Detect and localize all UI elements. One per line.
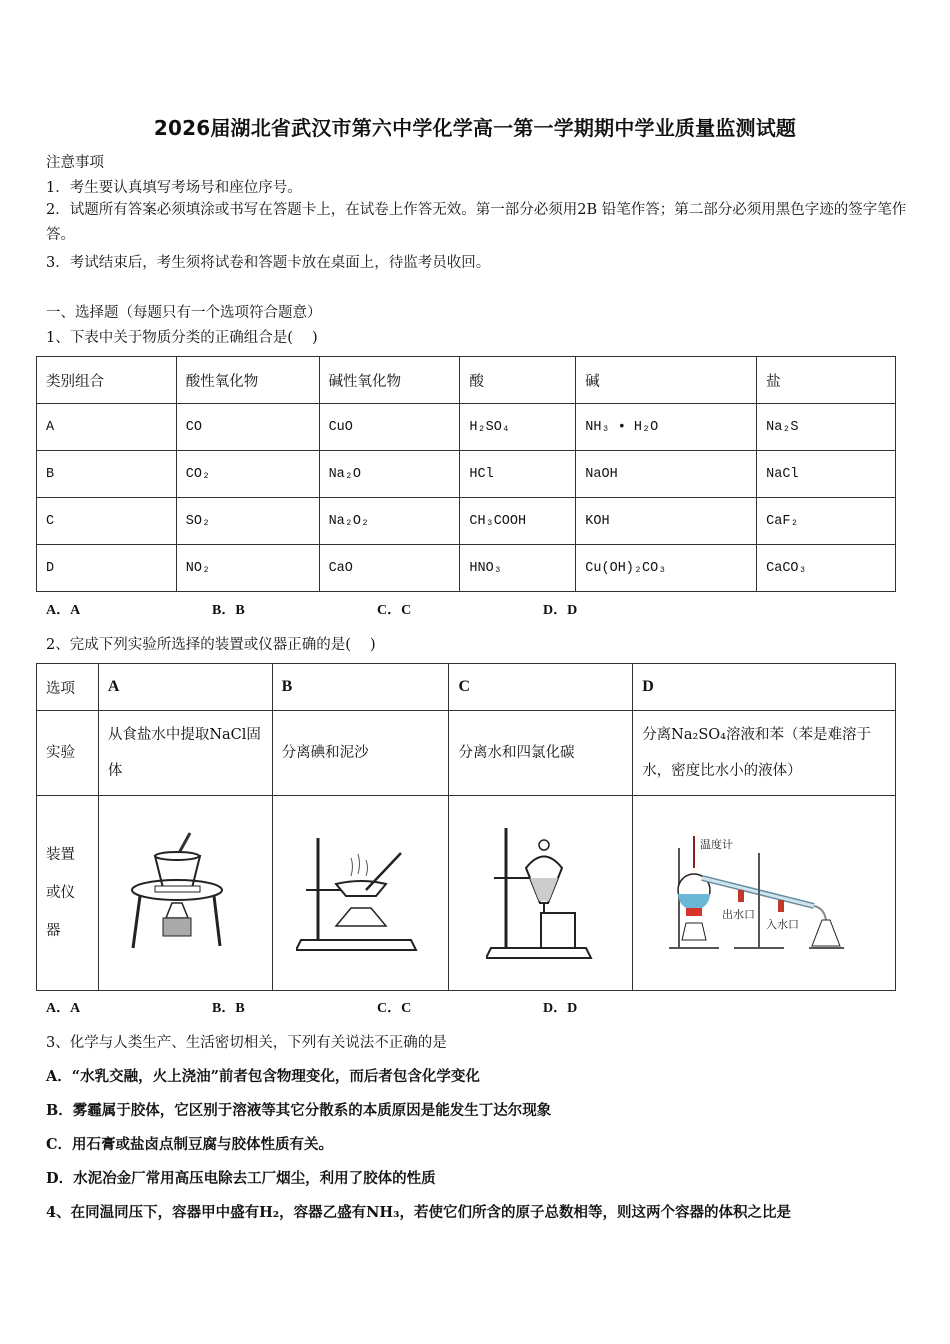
notice-item-3: 3．考试结束后，考生须将试卷和答题卡放在桌面上，待监考员收回。 xyxy=(46,255,491,271)
table-cell: CaF₂ xyxy=(757,498,896,545)
experiment-row xyxy=(37,711,896,796)
table-cell: CaO xyxy=(319,545,460,592)
separatory-funnel-icon xyxy=(486,823,596,963)
choice-c[interactable]: C．C xyxy=(377,603,412,618)
table-cell: H₂SO₄ xyxy=(460,404,576,451)
table-cell: A xyxy=(37,404,177,451)
table-cell: D xyxy=(37,545,177,592)
option-header: A xyxy=(98,664,272,711)
table-row xyxy=(37,451,896,498)
experiment-cell: 分离水和四氯化碳 xyxy=(449,711,633,796)
table-cell: CO xyxy=(176,404,319,451)
notice-heading: 注意事项 xyxy=(46,155,104,171)
header-cell: 类别组合 xyxy=(37,357,177,404)
experiment-table xyxy=(36,663,896,991)
water-in-label: 入水口 xyxy=(766,918,800,931)
choice-b[interactable]: B．B xyxy=(212,1001,245,1016)
choice-b[interactable]: B．B xyxy=(212,603,245,618)
header-cell: 酸性氧化物 xyxy=(176,357,319,404)
table-cell: C xyxy=(37,498,177,545)
device-cell-c xyxy=(449,796,633,991)
table-cell: B xyxy=(37,451,177,498)
table-cell: CuO xyxy=(319,404,460,451)
experiment-cell: 分离碘和泥沙 xyxy=(272,711,449,796)
table-cell: CO₂ xyxy=(176,451,319,498)
header-cell: 盐 xyxy=(757,357,896,404)
table-cell: KOH xyxy=(576,498,757,545)
q1-stem: 1、下表中关于物质分类的正确组合是( ) xyxy=(46,330,318,346)
experiment-cell: 从食盐水中提取NaCl固体 xyxy=(98,711,272,796)
device-cell-d xyxy=(633,796,896,991)
option-header: C xyxy=(449,664,633,711)
choice-d[interactable]: D．D xyxy=(543,1001,578,1016)
table-cell: Na₂S xyxy=(757,404,896,451)
q2-stem: 2、完成下列实验所选择的装置或仪器正确的是( ) xyxy=(46,637,376,653)
q3-option-a[interactable]: A．“水乳交融，火上浇油”前者包含物理变化，而后者包含化学变化 xyxy=(46,1068,480,1085)
classification-table xyxy=(36,356,896,592)
label-line: 器 xyxy=(46,923,61,939)
row-label-device xyxy=(37,796,99,991)
notice-item-2: 2．试题所有答案必须填涂或书写在答题卡上，在试卷上作答无效。第一部分必须用2B 铅笔作答；第二部分必须用黑色字迹的签字笔作答。 xyxy=(46,202,907,243)
table-cell: NH₃ • H₂O xyxy=(576,404,757,451)
device-row xyxy=(37,796,896,991)
choice-a[interactable]: A．A xyxy=(46,603,81,618)
table-cell: SO₂ xyxy=(176,498,319,545)
experiment-cell: 分离Na₂SO₄溶液和苯（苯是难溶于水，密度比水小的液体） xyxy=(633,711,896,796)
water-out-label: 出水口 xyxy=(722,908,756,921)
header-cell: 碱性氧化物 xyxy=(319,357,460,404)
q3-stem: 3、化学与人类生产、生活密切相关，下列有关说法不正确的是 xyxy=(46,1035,447,1051)
q4-stem: 4、在同温同压下，容器甲中盛有H₂，容器乙盛有NH₃，若使它们所含的原子总数相等，则这两个容器的体积之比是 xyxy=(46,1204,791,1221)
page-title: 2026届湖北省武汉市第六中学化学高一第一学期期中学业质量监测试题 xyxy=(153,116,797,140)
device-cell-b xyxy=(272,796,449,991)
table-cell: HCl xyxy=(460,451,576,498)
evaporation-apparatus-icon xyxy=(130,828,240,958)
header-cell: 酸 xyxy=(460,357,576,404)
q3-option-b[interactable]: B．雾霾属于胶体，它区别于溶液等其它分散系的本质原因是能发生丁达尔现象 xyxy=(46,1102,552,1119)
option-header: D xyxy=(633,664,896,711)
q3-option-d[interactable]: D．水泥冶金厂常用高压电除去工厂烟尘，利用了胶体的性质 xyxy=(46,1170,436,1187)
table-row xyxy=(37,545,896,592)
choice-d[interactable]: D．D xyxy=(543,603,578,618)
label-line: 或仪 xyxy=(46,885,75,901)
row-label-option: 选项 xyxy=(37,664,99,711)
table-header-row xyxy=(37,357,896,404)
thermometer-label: 温度计 xyxy=(700,838,734,851)
table-cell: HNO₃ xyxy=(460,545,576,592)
choice-c[interactable]: C．C xyxy=(377,1001,412,1016)
choice-a[interactable]: A．A xyxy=(46,1001,81,1016)
table-cell: CH₃COOH xyxy=(460,498,576,545)
table-cell: NO₂ xyxy=(176,545,319,592)
sublimation-apparatus-icon xyxy=(296,828,426,958)
option-header: B xyxy=(272,664,449,711)
label-line: 装置 xyxy=(46,847,75,863)
header-cell: 碱 xyxy=(576,357,757,404)
table-row xyxy=(37,404,896,451)
q3-option-c[interactable]: C．用石膏或盐卤点制豆腐与胶体性质有关。 xyxy=(46,1136,334,1153)
section-heading: 一、选择题（每题只有一个选项符合题意） xyxy=(46,305,322,321)
table-cell: NaCl xyxy=(757,451,896,498)
table-header-row xyxy=(37,664,896,711)
table-cell: Na₂O₂ xyxy=(319,498,460,545)
device-cell-a xyxy=(98,796,272,991)
table-cell: Cu(OH)₂CO₃ xyxy=(576,545,757,592)
table-cell: Na₂O xyxy=(319,451,460,498)
table-cell: NaOH xyxy=(576,451,757,498)
notice-item-1: 1．考生要认真填写考场号和座位序号。 xyxy=(46,180,302,196)
row-label-experiment: 实验 xyxy=(37,711,99,796)
table-row xyxy=(37,498,896,545)
table-cell: CaCO₃ xyxy=(757,545,896,592)
distillation-apparatus-icon xyxy=(664,828,864,958)
